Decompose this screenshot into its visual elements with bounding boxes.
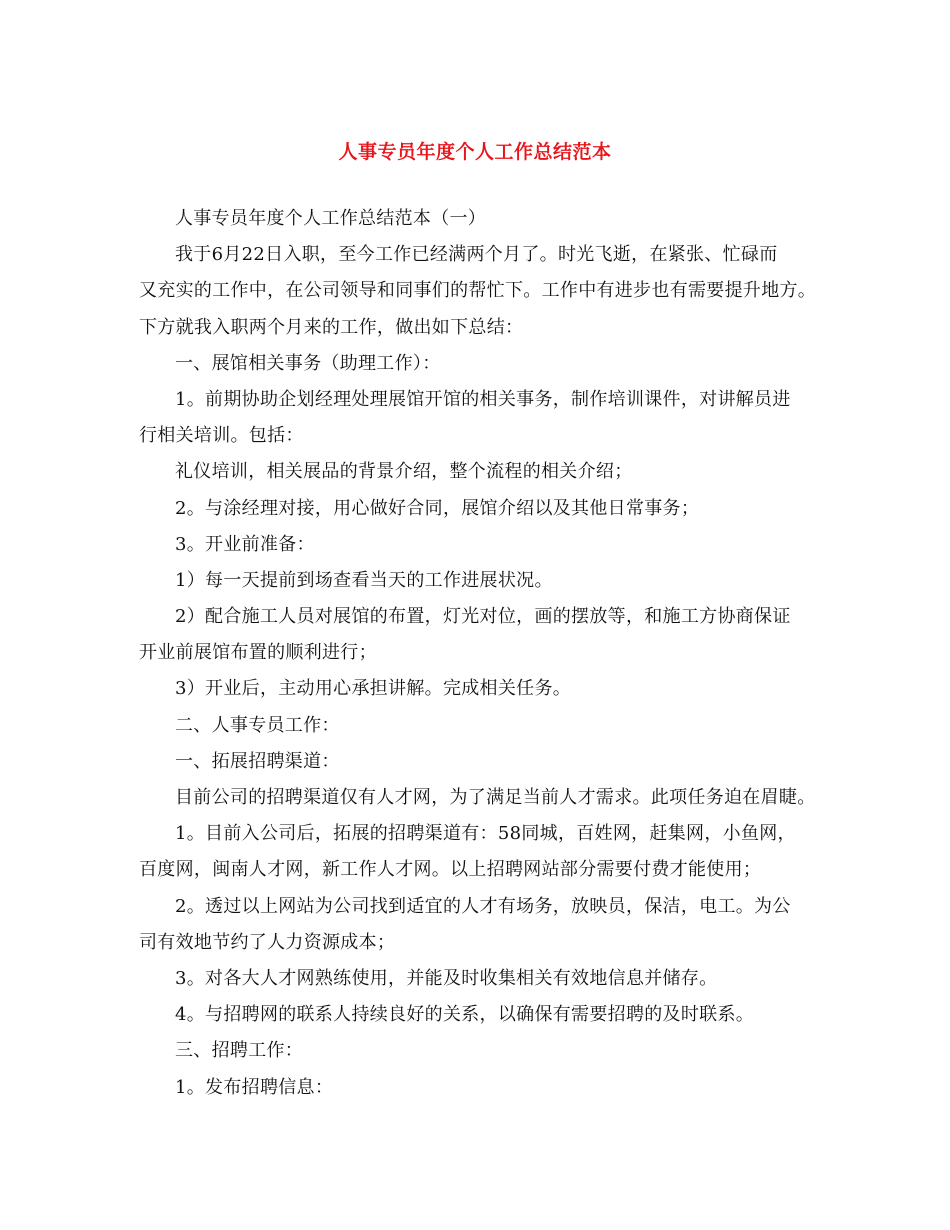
paragraph-line: 目前公司的招聘渠道仅有人才网，为了满足当前人才需求。此项任务迫在眉睫。 [175,787,816,808]
paragraph-line: 我于6月22日入职，至今工作已经满两个月了。时光飞逝，在紧张、忙碌而 [175,244,778,266]
paragraph-line: 又充实的工作中，在公司领导和同事们的帮忙下。工作中有进步也有需要提升地方。 [139,280,817,302]
paragraph-line: 2）配合施工人员对展馆的布置，灯光对位，画的摆放等，和施工方协商保证 [175,606,791,628]
paragraph-line: 司有效地节约了人力资源成本； [139,931,396,953]
paragraph-line: 1。前期协助企划经理处理展馆开馆的相关事务，制作培训课件，对讲解员进 [175,388,791,410]
section-heading: 一、拓展招聘渠道： [175,750,340,772]
paragraph-line: 4。与招聘网的联系人持续良好的关系，以确保有需要招聘的及时联系。 [175,1004,755,1026]
paragraph-line: 3。对各大人才网熟练使用，并能及时收集相关有效地信息并储存。 [175,967,718,989]
paragraph-line: 1。发布招聘信息： [175,1076,334,1098]
paragraph-line: 2。透过以上网站为公司找到适宜的人才有场务，放映员，保洁，电工。为公 [175,895,791,917]
paragraph-line: 2。与涂经理对接，用心做好合同，展馆介绍以及其他日常事务； [175,497,700,519]
document-body [139,201,819,1106]
section-heading: 三、招聘工作： [175,1040,304,1062]
paragraph-line: 下方就我入职两个月来的工作，做出如下总结： [139,316,524,338]
section-heading: 一、展馆相关事务（助理工作）： [175,352,441,374]
paragraph-line: 3。开业前准备： [175,533,315,555]
paragraph-line: 3）开业后，主动用心承担讲解。完成相关任务。 [175,678,572,700]
paragraph-line: 1）每一天提前到场查看当天的工作进展状况。 [175,569,553,591]
paragraph-line: 百度网，闽南人才网，新工作人才网。以上招聘网站部分需要付费才能使用； [139,859,762,881]
paragraph-line: 礼仪培训，相关展品的背景介绍，整个流程的相关介绍； [175,461,633,483]
paragraph-line: 开业前展馆布置的顺利进行； [139,642,377,664]
document-title: 人事专员年度个人工作总结范本 [338,141,612,163]
section-heading: 二、人事专员工作： [175,714,340,736]
paragraph-line: 行相关培训。包括： [139,425,304,447]
paragraph-line: 人事专员年度个人工作总结范本（一） [175,208,487,229]
paragraph-line: 1。目前入公司后，拓展的招聘渠道有：58同城，百姓网，赶集网，小鱼网， [175,823,796,845]
